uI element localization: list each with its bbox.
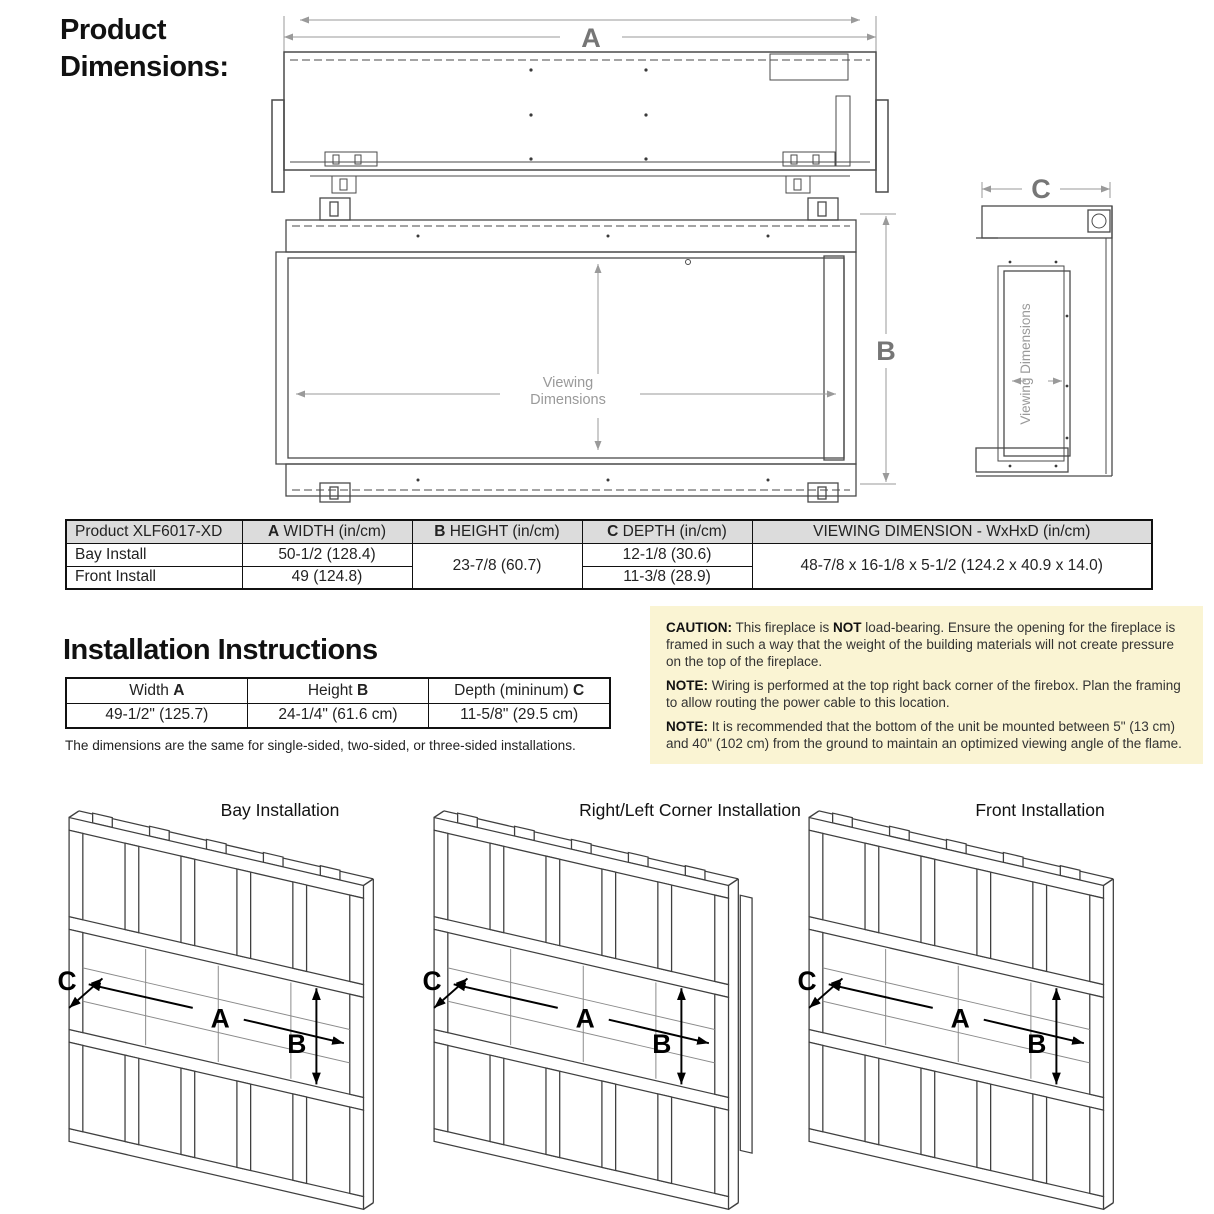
corner-installation-diagram	[420, 790, 774, 1212]
diagram-label-b: B	[1027, 1029, 1047, 1060]
header-depth-c: Depth (mininum) C	[429, 678, 610, 703]
diagram-label-b: B	[652, 1029, 672, 1060]
install-dims-table	[65, 677, 611, 729]
note-paragraph-mounting: NOTE: It is recommended that the bottom of the unit be mounted between 5" (13 cm) and 40" (102 cm) from the ground to maintain an optimized viewing angle of the flame.	[666, 719, 1182, 751]
page-title	[60, 12, 229, 86]
header-viewing: VIEWING DIMENSION - WxHxD (in/cm)	[752, 520, 1152, 543]
header-width-a: Width A	[66, 678, 247, 703]
cell-front-depth: 11-3/8 (28.9)	[582, 566, 752, 589]
table-row-bay	[66, 543, 1152, 566]
front-view-drawing	[268, 196, 913, 504]
viewing-dimensions-label-line1: Viewing	[542, 375, 594, 391]
cell-install-height: 24-1/4" (61.6 cm)	[247, 703, 429, 728]
diagram-label-a: A	[210, 1003, 230, 1034]
table-header-row	[66, 520, 1152, 543]
header-depth: C DEPTH (in/cm)	[582, 520, 752, 543]
diagram-label-a: A	[575, 1003, 595, 1034]
corner-return-stud	[740, 895, 752, 1153]
dimension-label-a-top: A	[581, 23, 601, 53]
install-note: The dimensions are the same for single-sided, two-sided, or three-sided installations.	[65, 738, 576, 753]
header-height: B HEIGHT (in/cm)	[412, 520, 582, 543]
cell-viewing: 48-7/8 x 16-1/8 x 5-1/2 (124.2 x 40.9 x 14.0)	[752, 543, 1152, 589]
diagram-label-c: C	[57, 966, 77, 997]
cell-height: 23-7/8 (60.7)	[412, 543, 582, 589]
diagram-title-front: Front Installation	[975, 800, 1105, 820]
header-product: Product XLF6017-XD	[66, 520, 242, 543]
header-width: A WIDTH (in/cm)	[242, 520, 412, 543]
caution-note-box	[650, 606, 1203, 764]
top-view-drawing	[270, 4, 890, 196]
diagram-title-corner: Right/Left Corner Installation	[579, 800, 801, 820]
dimension-label-b: B	[876, 336, 896, 366]
cell-front-width: 49 (124.8)	[242, 566, 412, 589]
cell-install-width: 49-1/2" (125.7)	[66, 703, 247, 728]
table-row-values	[66, 703, 610, 728]
front-installation-diagram	[795, 790, 1149, 1212]
header-height-b: Height B	[247, 678, 429, 703]
product-dims-table	[65, 519, 1153, 590]
table-header-row	[66, 678, 610, 703]
install-instructions-title: Installation Instructions	[63, 634, 378, 666]
bay-installation-diagram	[55, 790, 409, 1212]
cell-bay-width: 50-1/2 (128.4)	[242, 543, 412, 566]
cell-install-depth: 11-5/8" (29.5 cm)	[429, 703, 610, 728]
diagram-label-a: A	[950, 1003, 970, 1034]
page-title-line1: Product	[60, 14, 167, 46]
fastener-dots	[529, 68, 647, 160]
diagram-label-c: C	[797, 966, 817, 997]
diagram-label-c: C	[422, 966, 442, 997]
cell-bay-label: Bay Install	[66, 543, 242, 566]
dimension-label-c: C	[1031, 176, 1051, 204]
viewing-dimensions-side-label: Viewing Dimensions	[1018, 303, 1033, 425]
diagram-title-bay: Bay Installation	[220, 800, 340, 820]
cell-front-label: Front Install	[66, 566, 242, 589]
page-title-line2: Dimensions:	[60, 51, 229, 83]
side-view-drawing	[960, 176, 1122, 498]
caution-paragraph: CAUTION: This fireplace is NOT load-bearing. Ensure the opening for the fireplace is framed in such a way that the weight of the building materials will not create pressure on the top of the fireplace.	[666, 620, 1176, 669]
cell-bay-depth: 12-1/8 (30.6)	[582, 543, 752, 566]
viewing-dimensions-label-line2: Dimensions	[530, 392, 606, 408]
note-paragraph-wiring: NOTE: Wiring is performed at the top right back corner of the firebox. Plan the framing to allow routing the power cable to this location.	[666, 678, 1181, 710]
diagram-label-b: B	[287, 1029, 307, 1060]
